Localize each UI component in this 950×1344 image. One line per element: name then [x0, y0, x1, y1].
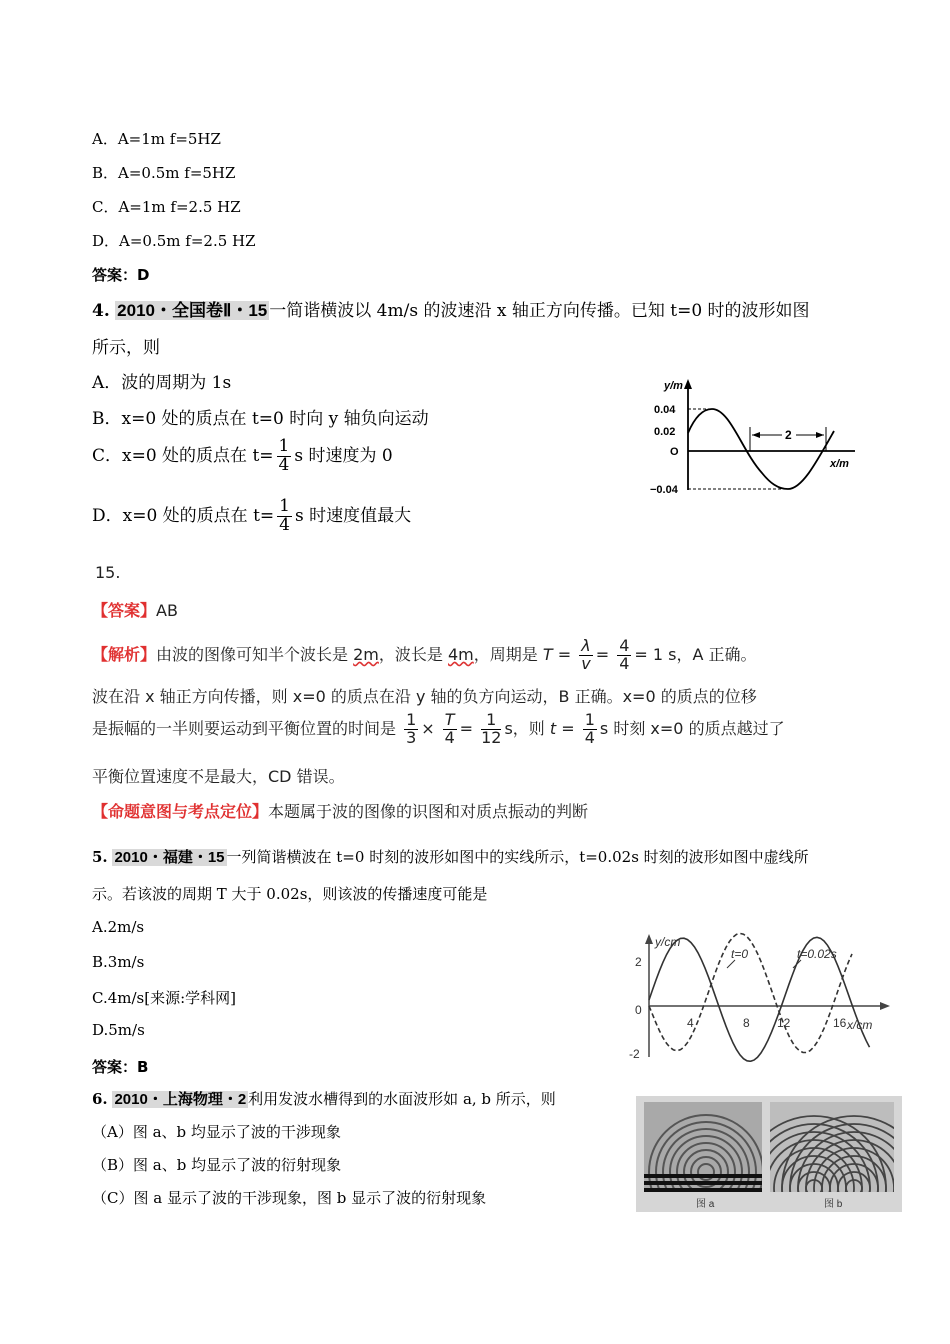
q5-option-b: B.3m/s [92, 953, 145, 971]
q4-source-tag: 2010・全国卷Ⅱ・15 [117, 301, 268, 320]
dashed-label: t=0.02s [797, 947, 837, 961]
num: 1 [481, 712, 501, 730]
q4-option-d-post: s 时速度值最大 [295, 505, 412, 526]
q5-stem-text: 一列简谐横波在 t=0 时刻的波形如图中的实线所示，t=0.02s 时刻的波形如图中虚线所 [226, 848, 809, 866]
q4-number: 4. [92, 301, 110, 321]
q4-stem-line2: 所示，则 [92, 338, 160, 358]
num: 4 [619, 636, 630, 655]
q4-stem-text: 一简谐横波以 4m/s 的波速沿 x 轴正方向传播。已知 t=0 时的波形如图 [269, 301, 810, 321]
intent-line [92, 799, 588, 822]
den: 4 [619, 653, 630, 673]
q5-wave-figure [625, 932, 895, 1062]
q5-option-d: D.5m/s [92, 1021, 145, 1039]
q4-wave-figure [650, 375, 865, 500]
q3-option-a: A．A=1m f=5HZ [92, 130, 221, 148]
answer-tag: 【答案】 [92, 601, 157, 620]
T-over-4 [443, 712, 457, 747]
q6-source-tag: 2010・上海物理・2 [114, 1091, 247, 1108]
x-axis-arrow [880, 1002, 890, 1010]
q5-answer: 答案：B [92, 1058, 149, 1076]
y-tick-neg0.04: −0.04 [650, 484, 678, 496]
q5-option-a: A.2m/s [92, 918, 145, 936]
one-twelfth [481, 712, 501, 747]
x-tick-12: 12 [777, 1016, 791, 1030]
y-axis-arrow [684, 379, 692, 389]
frac-denominator: 4 [278, 454, 290, 475]
q5-option-c: C.4m/s[来源:学科网] [92, 989, 236, 1007]
q3-option-d: D．A=0.5m f=2.5 HZ [92, 232, 256, 250]
q4-option-b: B．x=0 处的质点在 t=0 时向 y 轴负向运动 [92, 409, 429, 429]
y-tick-2: 2 [635, 955, 642, 969]
wavelength: 4m [448, 644, 474, 664]
q4-stem-line1 [92, 296, 810, 321]
den: 12 [481, 727, 502, 747]
q6-stem-text: 利用发波水槽得到的水面波形如 a, b 所示，则 [248, 1090, 556, 1108]
time-symbol: t [549, 718, 557, 738]
q4-option-c-pre: C．x=0 处的质点在 t= [92, 445, 274, 466]
analysis-text: = 1 s，A 正确。 [634, 644, 757, 664]
q6-option-a: （A）图 a、b 均显示了波的干涉现象 [92, 1123, 341, 1141]
one-fourth [583, 712, 597, 747]
frac-denominator: 4 [279, 514, 290, 535]
x-tick-4: 4 [687, 1016, 694, 1030]
q6-ripple-figure [636, 1096, 902, 1212]
y-axis-arrow [645, 934, 653, 944]
q4-option-d-fraction [277, 498, 292, 535]
solution-answer [92, 598, 178, 621]
solid-label: t=0 [731, 947, 749, 961]
leader-solid [727, 960, 735, 968]
analysis-text: 是振幅的一半则要运动到平衡位置的时间是 [92, 718, 397, 738]
intent-tag: 【命题意图与考点定位】 [92, 802, 269, 821]
lambda-over-v [579, 638, 592, 673]
y-tick-0: 0 [635, 1003, 642, 1017]
x-axis-label: x/cm [847, 1018, 873, 1032]
analysis-line4: 平衡位置速度不是最大，CD 错误。 [92, 767, 345, 786]
q5-stem-line1 [92, 846, 809, 867]
q4-option-d [92, 498, 411, 535]
v: v [581, 653, 591, 673]
analysis-text: 由波的图像可知半个波长是 [156, 644, 349, 664]
analysis-tag: 【解析】 [92, 644, 157, 664]
q6-option-b: （B）图 a、b 均显示了波的衍射现象 [92, 1156, 342, 1174]
q4-option-c-fraction [277, 438, 292, 475]
q6-number: 6. [92, 1090, 108, 1108]
y-tick-0.02: 0.02 [654, 426, 676, 438]
four-over-four [617, 638, 631, 673]
analysis-line2: 波在沿 x 轴正方向传播，则 x=0 的质点在沿 y 轴的负方向运动，B 正确。x=0 的质点的位移 [92, 687, 757, 706]
analysis-line1: 【解析】由波的图像可知半个波长是 2m，波长是 4m，周期是 T = $\frac{\lambda}{v}$ = $\frac{4}{4}$ = 1 s，A 正确。 [92, 636, 757, 673]
q5-number: 5. [92, 848, 108, 866]
y-axis-label: y/cm [655, 935, 681, 949]
panel-b-label: 图 b [824, 1199, 843, 1210]
origin-label: O [670, 446, 679, 458]
q4-option-c [92, 438, 393, 475]
frac-numerator: 1 [279, 496, 290, 516]
q3-option-b: B．A=0.5m f=5HZ [92, 164, 236, 182]
half-wavelength: 2m [353, 644, 379, 664]
wave-curve [688, 409, 834, 489]
x-axis-label: x/m [830, 458, 849, 470]
x-tick-16: 16 [833, 1016, 847, 1030]
T: T [444, 710, 455, 729]
den: 4 [444, 727, 455, 747]
period-symbol: T [542, 644, 553, 664]
q3-answer: 答案：D [92, 266, 150, 284]
q4-option-a: A．波的周期为 1s [92, 373, 232, 393]
q3-option-c: C．A=1m f=2.5 HZ [92, 198, 241, 216]
den: 3 [406, 727, 417, 747]
y-tick-neg2: -2 [629, 1047, 640, 1061]
x-tick-8: 8 [743, 1016, 750, 1030]
intent-text: 本题属于波的图像的识图和对质点振动的判断 [268, 802, 589, 821]
num: 1 [584, 710, 595, 729]
den: 4 [584, 727, 595, 747]
one-third [404, 712, 418, 747]
leader-dashed [793, 960, 801, 968]
analysis-text: ，波长是 [378, 644, 443, 664]
lambda: λ [581, 636, 591, 655]
q5-source-tag: 2010・福建・15 [114, 849, 225, 866]
analysis-text: s，则 [504, 718, 545, 738]
num: 1 [406, 710, 417, 729]
span-label: 2 [785, 428, 792, 442]
q6-option-c: （C）图 a 显示了波的干涉现象，图 b 显示了波的衍射现象 [92, 1189, 487, 1207]
panel-a-label: 图 a [696, 1199, 715, 1210]
span-arrow-right [816, 432, 824, 438]
q4-option-c-post: s 时速度为 0 [294, 445, 393, 466]
y-tick-0.04: 0.04 [654, 404, 676, 416]
answer-value: AB [156, 601, 178, 620]
solution-number: 15. [95, 563, 121, 582]
q4-option-d-pre: D．x=0 处的质点在 t= [92, 505, 275, 526]
analysis-line3: 是振幅的一半则要运动到平衡位置的时间是 $\frac{1}{3}$ × $\frac{T}{4}$ = $\frac{1}{12}$ s，则 t = $\frac{1}{4}$ s 时刻 x=0 的质点越过了 [92, 710, 785, 747]
analysis-text: s 时刻 x=0 的质点越过了 [599, 718, 785, 738]
span-arrow-left [752, 432, 760, 438]
analysis-text: ，周期是 [473, 644, 538, 664]
y-axis-label: y/m [664, 380, 683, 392]
frac-numerator: 1 [278, 436, 290, 456]
q5-stem-line2: 示。若该波的周期 T 大于 0.02s，则该波的传播速度可能是 [92, 885, 488, 903]
q6-stem [92, 1088, 556, 1109]
